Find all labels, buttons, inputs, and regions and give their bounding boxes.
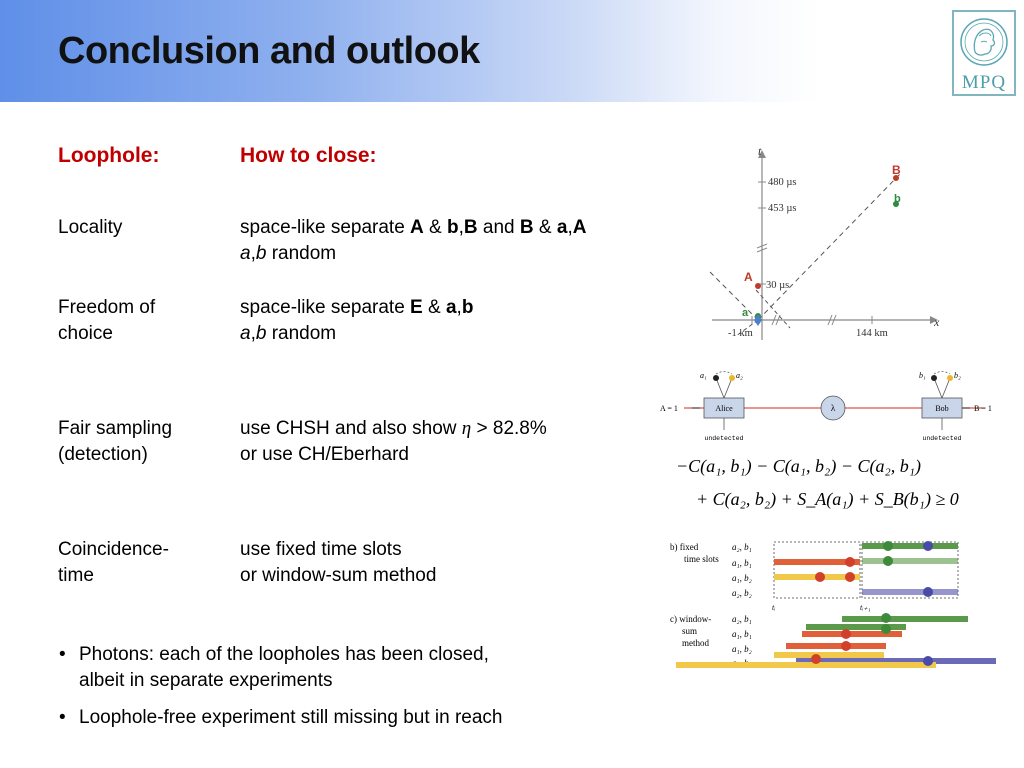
label-A: A xyxy=(744,270,753,284)
label-undetected-left: undetected xyxy=(704,435,744,442)
row-label-4: a₂, b₂ xyxy=(732,588,752,598)
fixed-slots-label-1: b) fixed xyxy=(670,542,699,552)
window-sum-label-2: sum xyxy=(682,626,698,636)
text-segment: b xyxy=(255,323,267,344)
fixed-slots-label-2: time slots xyxy=(684,554,719,564)
row-label-3: a₁, b₂ xyxy=(732,573,752,583)
bullet-text: albeit in separate experiments xyxy=(79,670,333,691)
label-undetected-right: undetected xyxy=(922,435,962,442)
how-to-close-line xyxy=(240,563,436,589)
text-segment: > 82.8% xyxy=(471,418,547,439)
photon-window-6 xyxy=(923,656,933,666)
text-segment: use CHSH and also show xyxy=(240,418,462,439)
bar-fixed-green-1 xyxy=(862,543,958,549)
text-segment: & xyxy=(422,297,446,318)
label-a1: a₁ xyxy=(700,371,707,380)
setting-dot-a1 xyxy=(713,375,719,381)
row-label-2: a₁, b₁ xyxy=(732,558,752,568)
how-to-close-line xyxy=(240,537,402,563)
label-bob: Bob xyxy=(935,404,949,413)
label-144km: 144 km xyxy=(856,328,888,339)
label-b2: b₂ xyxy=(954,371,961,380)
bar-window-yellow-2 xyxy=(676,662,936,668)
text-segment: or use CH/Eberhard xyxy=(240,444,409,465)
text-segment: b xyxy=(447,217,459,238)
photon-fixed-7 xyxy=(923,587,933,597)
setting-line-b2 xyxy=(942,378,950,398)
loophole-name: choice xyxy=(58,323,113,344)
setting-line-b1 xyxy=(934,378,942,398)
bell-test-schematic xyxy=(652,366,1012,448)
text-segment: and xyxy=(477,217,520,238)
text-segment: use fixed time slots xyxy=(240,539,402,560)
bar-window-red-2 xyxy=(786,643,886,649)
how-to-close-line xyxy=(240,215,586,241)
bar-fixed-blue xyxy=(862,589,958,595)
bullet-dot-icon: • xyxy=(59,644,66,665)
row-label-5: a₂, b₁ xyxy=(732,614,752,624)
slot-i xyxy=(774,542,860,598)
bullet-item xyxy=(59,642,619,694)
text-segment: or window-sum method xyxy=(240,565,437,586)
text-segment: b xyxy=(255,243,267,264)
label-453: 453 µs xyxy=(768,203,797,214)
how-to-close-line xyxy=(240,241,336,267)
how-to-close-line xyxy=(240,295,473,321)
how-to-close-line xyxy=(240,321,336,347)
photon-window-4 xyxy=(841,641,851,651)
setting-line-a1 xyxy=(716,378,724,398)
label-B: B xyxy=(892,163,901,177)
label-a2: a₂ xyxy=(736,371,743,380)
loophole-header: Loophole: xyxy=(58,144,160,167)
text-segment: a xyxy=(556,217,568,238)
window-sum-label-1: c) window- xyxy=(670,614,712,624)
event-A xyxy=(755,283,761,289)
x-axis-label: x xyxy=(934,315,940,329)
t-axis-label: t xyxy=(758,144,762,158)
minerva-head-icon xyxy=(959,16,1009,68)
text-segment: , xyxy=(456,297,462,318)
loophole-name: Coincidence- xyxy=(58,539,169,560)
text-segment: E xyxy=(410,297,423,318)
text-segment: η xyxy=(461,418,472,439)
bullet-text: Loophole-free experiment still missing but in reach xyxy=(79,707,503,728)
label-a: a xyxy=(742,307,749,319)
row-label-6: a₁, b₁ xyxy=(732,629,752,639)
photon-window-1 xyxy=(881,613,891,623)
timing-diagram xyxy=(666,536,1000,672)
text-segment: space-like separate xyxy=(240,217,411,238)
photon-window-3 xyxy=(841,629,851,639)
bar-window-yellow-1 xyxy=(774,652,884,658)
text-segment: a xyxy=(445,297,457,318)
text-segment: & xyxy=(423,217,448,238)
how-to-close-line xyxy=(240,416,547,442)
light-cone-right xyxy=(758,174,900,320)
photon-fixed-1 xyxy=(883,541,893,551)
label-B-eq: B = 1 xyxy=(974,404,992,413)
text-segment: space-like separate xyxy=(240,297,411,318)
photon-fixed-5 xyxy=(815,572,825,582)
label-alice: Alice xyxy=(715,404,733,413)
bullet-item xyxy=(59,705,619,731)
logo-text: MPQ xyxy=(961,72,1007,93)
label-lambda: λ xyxy=(830,403,836,413)
label-b1: b₁ xyxy=(919,371,926,380)
setting-dot-a2 xyxy=(729,375,735,381)
bar-fixed-green-2 xyxy=(862,558,958,564)
photon-window-2 xyxy=(881,624,891,634)
setting-dot-b2 xyxy=(947,375,953,381)
photon-fixed-6 xyxy=(845,572,855,582)
t-i-label: tᵢ xyxy=(772,603,776,612)
label-480: 480 µs xyxy=(768,177,797,188)
text-segment: b xyxy=(461,297,474,318)
spacetime-diagram xyxy=(700,140,950,345)
bullet-text: Photons: each of the loopholes has been closed, xyxy=(79,644,489,665)
ch-inequality-line2: + C(a₂, b₂) + S_A(a₁) + S_B(b₁) ≥ 0 xyxy=(696,489,959,509)
slide-title: Conclusion and outlook xyxy=(58,30,480,72)
ch-inequality-line1: −C(a₁, b₁) − C(a₁, b₂) − C(a₂, b₁) xyxy=(676,456,921,476)
label-30: 30 µs xyxy=(766,280,790,291)
label-b: b xyxy=(894,193,901,205)
text-segment: A xyxy=(410,217,424,238)
loophole-name: Locality xyxy=(58,217,123,238)
loophole-name: time xyxy=(58,565,94,586)
row-label-1: a₂, b₁ xyxy=(732,542,752,552)
label-minus1km: -1 km xyxy=(728,328,753,339)
label-A-eq: A = 1 xyxy=(660,404,678,413)
text-segment: B xyxy=(463,217,478,238)
text-segment: B xyxy=(519,217,534,238)
text-segment: , xyxy=(458,217,464,238)
bar-window-green-1 xyxy=(842,616,968,622)
text-segment: & xyxy=(533,217,557,238)
how-to-close-line xyxy=(240,442,409,468)
text-segment: , xyxy=(250,243,256,264)
text-segment: random xyxy=(266,243,337,264)
row-label-7: a₁, b₂ xyxy=(732,644,752,654)
text-segment: random xyxy=(266,323,337,344)
text-segment: , xyxy=(250,323,256,344)
photon-fixed-3 xyxy=(883,556,893,566)
how-to-close-header: How to close: xyxy=(240,144,377,167)
text-segment: , xyxy=(567,217,573,238)
setting-arc-b xyxy=(934,372,950,375)
loophole-name: Freedom of xyxy=(58,297,156,318)
setting-arc-a xyxy=(716,372,732,375)
loophole-name: Fair sampling xyxy=(58,418,173,439)
photon-window-5 xyxy=(811,654,821,664)
t-i1-label: tᵢ₊₁ xyxy=(860,603,871,612)
text-segment: a xyxy=(240,243,251,264)
mpq-logo xyxy=(952,10,1016,96)
bullet-dot-icon: • xyxy=(59,707,66,728)
window-sum-label-3: method xyxy=(682,638,709,648)
bar-window-green-2 xyxy=(806,624,906,630)
loophole-name: (detection) xyxy=(58,444,148,465)
text-segment: A xyxy=(572,217,587,238)
setting-line-a2 xyxy=(724,378,732,398)
setting-dot-b1 xyxy=(931,375,937,381)
text-segment: a xyxy=(240,323,251,344)
photon-fixed-4 xyxy=(845,557,855,567)
photon-fixed-2 xyxy=(923,541,933,551)
